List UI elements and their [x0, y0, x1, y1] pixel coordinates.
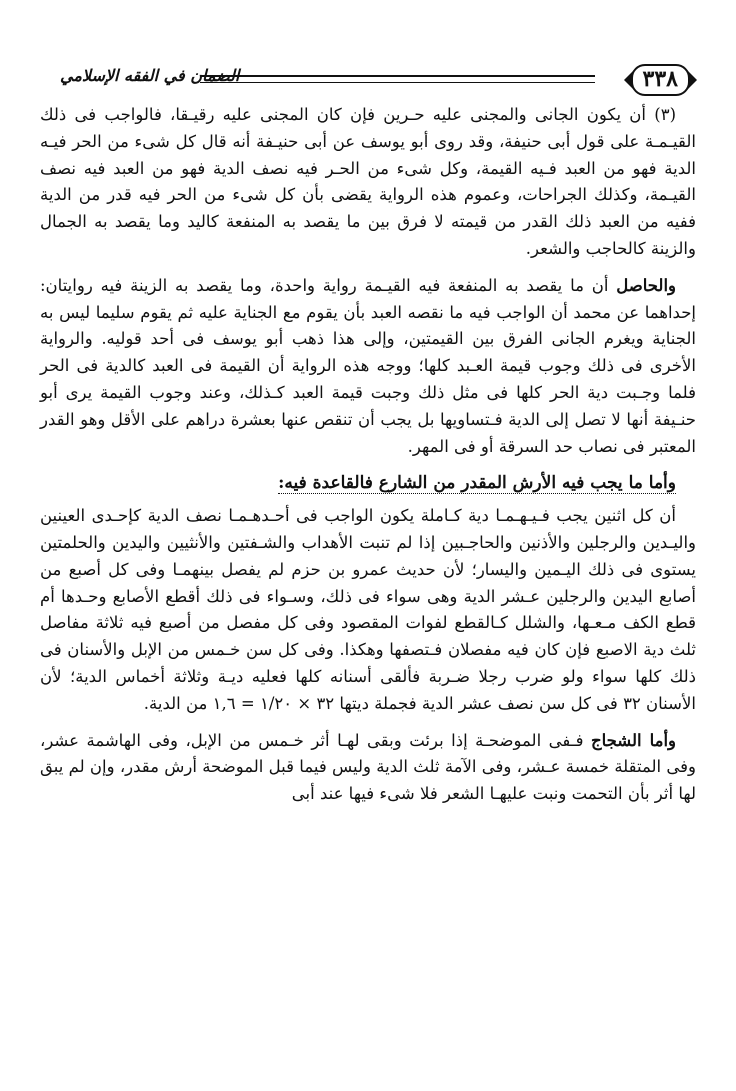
running-header: [60, 62, 690, 96]
paragraph-2-lead: والحاصل: [616, 275, 676, 295]
running-title: الضمان في الفقه الإسلامي: [60, 66, 240, 85]
section-subheading: [40, 470, 696, 497]
paragraph-3: [40, 503, 696, 717]
paragraph-4: [40, 728, 696, 808]
header-rule-divider: [200, 75, 595, 83]
body-text: [40, 102, 696, 818]
paragraph-1: [40, 102, 696, 263]
paragraph-1-text: (٣) أن يكون الجانى والمجنى عليه حـرين فإن كان المجنى عليه رقيـقا، فالواجب فى ذلك القيـمـة على قول أبى حنيفة، وقد روى أبو يوسف عن أبى حنيـفة أنه قال كل شىء من الحر فيـه الدية فهو من العبد فـيه القيمة، وكل شىء من الحـر فيه نصف الدية فهو من العبد فيه نصف القيـمة، وكذلك الجراحات، وعموم هذه الرواية يقضى بأن كل شىء من الحر فيه قدر من الدية ففيه من العبد ذلك القدر من قيمته لا فرق بين ما يقصد به المنفعة كاليد وما يقصد به الجمال والزينة كالحاجب والشعر.: [40, 105, 696, 258]
paragraph-3-text: أن كل اثنين يجب فـيـهـمـا دية كـاملة يكون الواجب فى أحـدهـمـا نصف الدية كإحـدى العينين واليـدين والرجلين والأذنين والحاجـبين إذا لم تنبت الأهداب والشـفتين والأنثيين واليدين والحلمتين يستوى فى ذلك اليـمين واليسار؛ لأن حديث عمرو بن حزم لم يفصل بينهمـا وفى كل أصبع من أصابع اليدين والرجلين عـشر الدية وهى سواء فى ذلك، وسـواء فى ذلك أقطع الأصابع وحـدها أم قطع الكف مـعـها، والشلل كـالقطع لفوات المقصود وفى كل مفصل من أصبع فيه ثلاثة مفاصل ثلث دية الاصبع فإن كان فيه مفصلان فـتصفها وهكذا. وفى كل سن خـمس من الإبل والأسنان فى ذلك كلها سواء ولو ضرب رجلا ضـربة فألقى أسنانه كلها فعليه ديـة وثلاثة أخماس الدية؛ لأن الأسنان ٣٢ فى كل سن نصف عشر الدية فجملة ديتها ٣٢ × ١/٢٠ = ١,٦ من الدية.: [40, 506, 696, 713]
paragraph-2-text: أن ما يقصد به المنفعة فيه القيـمة رواية واحدة، وما يقصد به الزينة فيه روايتان: إحداهما عن محمد أن الواجب فيه ما نقصه العبد بأن يقوم مع الجناية عليه ثم يقوم سليما ليس به الجناية ويغرم الجانى الفرق بين القيمتين، وإلى هذا ذهب أبو يوسف فى أحد قوليه. والرواية الأخرى فى ذلك وجوب قيمة العـبد كلها؛ ووجه هذه الرواية أن القيمة فى العبد كالدية فى الحر فلما وجـبت دية الحر كلها فى مثل ذلك وجبت قيمة العبد كـذلك، وعند وجوب القيمة يرى أبو حنـيفة أنها لا تصل إلى الدية فـتساويها بل يجب أن تنقص عنها بعشرة دراهم على الأقل وهو القدر المعتبر فى نصاب حد السرقة أو فى المهر.: [40, 275, 696, 456]
paragraph-4-text: فـفى الموضحـة إذا برئت وبقى لهـا أثر خـمس من الإبل، وفى الهاشمة عشر، وفى المتقلة خمسة عـشر، وفى الآمة ثلث الدية وليس فيما قبل الموضحة أرش مقدر، وإن لم يبق لها أثر بأن التحمت ونبت عليهـا الشعر فلا شىء فيها عند أبى: [40, 730, 696, 804]
page-number: ٣٣٨: [631, 64, 690, 96]
section-subheading-text: وأما ما يجب فيه الأرش المقدر من الشارع فالقاعدة فيه:: [278, 473, 676, 494]
paragraph-4-lead: وأما الشجاج: [590, 730, 676, 750]
paragraph-2: [40, 273, 696, 461]
